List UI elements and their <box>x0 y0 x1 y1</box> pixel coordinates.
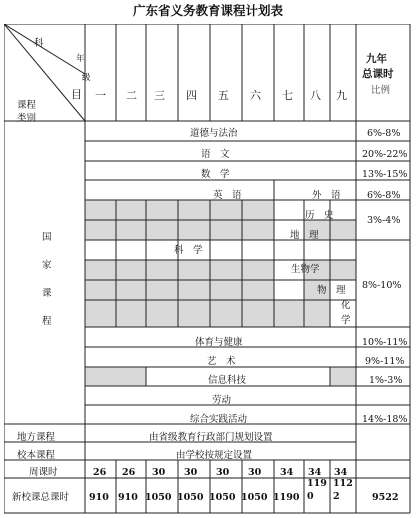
subject-yuwen: 语 文 <box>201 149 230 160</box>
grade-header-2: 二 <box>126 89 137 102</box>
subject-waiyu: 外 语 <box>312 190 341 201</box>
header-subject-label: 科 <box>34 38 44 49</box>
annual-g4: 1050 <box>177 492 204 503</box>
subject-dili: 地 理 <box>290 230 319 241</box>
ratio-laodong-group: 14%-18% <box>362 414 408 425</box>
subject-wuli: 物 理 <box>317 285 346 296</box>
subject-xinxi: 信息科技 <box>208 375 247 386</box>
curriculum-table <box>4 24 412 518</box>
category-national-2: 家 <box>42 260 52 271</box>
ratio-shehui: 3%-4% <box>367 215 401 226</box>
shaded-cell <box>85 280 274 300</box>
shaded-cell <box>85 300 330 327</box>
weekly-g1: 26 <box>93 467 107 478</box>
school-label: 校本课程 <box>17 450 56 461</box>
header-grade-label-1: 年 <box>76 54 85 64</box>
grade-header-5: 五 <box>218 89 229 102</box>
subject-zonghe: 综合实践活动 <box>190 414 248 425</box>
annual-total: 9522 <box>372 492 399 503</box>
shaded-cell <box>330 367 356 386</box>
annual-g2: 910 <box>118 492 138 503</box>
grade-header-8: 八 <box>310 89 321 102</box>
weekly-g2: 26 <box>122 467 136 478</box>
grade-header-1: 一 <box>95 89 106 102</box>
subject-kexue: 科 学 <box>174 245 203 256</box>
shaded-cell <box>85 200 210 220</box>
subject-laodong: 劳动 <box>212 395 232 406</box>
local-label: 地方课程 <box>17 432 56 443</box>
weekly-g4: 30 <box>184 467 198 478</box>
annual-g6: 1050 <box>241 492 268 503</box>
shaded-cell <box>85 220 274 240</box>
weekly-g5: 30 <box>216 467 230 478</box>
header-grade-label-2: 级 <box>82 73 91 83</box>
weekly-g3: 30 <box>152 467 166 478</box>
subject-daode: 道德与法治 <box>190 128 238 139</box>
header-category-label-2: 类别 <box>17 113 37 124</box>
subject-yingyu: 英 语 <box>213 190 242 201</box>
grade-header-9: 九 <box>336 89 347 102</box>
header-diagonal <box>4 24 85 74</box>
annual-g9: 1122 <box>333 478 353 502</box>
ratio-yingyu: 6%-8% <box>367 190 401 201</box>
weekly-g8: 34 <box>308 467 322 478</box>
ratio-daode: 6%-8% <box>367 128 401 139</box>
subject-yishu: 艺 术 <box>207 356 236 367</box>
annual-g1: 910 <box>89 492 109 503</box>
category-national-4: 程 <box>42 316 52 327</box>
ratio-yishu: 9%-11% <box>365 356 405 367</box>
annual-g3: 1050 <box>145 492 172 503</box>
annual-label: 新校课总课时 <box>12 492 70 503</box>
header-mu-label: 目 <box>71 88 82 101</box>
grade-header-4: 四 <box>186 89 197 102</box>
weekly-g7: 34 <box>280 467 294 478</box>
ratio-xinxi: 1%-3% <box>369 375 403 386</box>
ratio-yuwen: 20%-22% <box>362 149 408 160</box>
subject-huaxue-2: 学 <box>341 315 351 326</box>
category-national-1: 国 <box>42 232 52 243</box>
header-category-label-1: 课程 <box>17 100 37 111</box>
subject-lishi: 历 史 <box>305 210 334 221</box>
category-national-3: 课 <box>42 288 52 299</box>
annual-g5: 1050 <box>209 492 236 503</box>
total-header-3: 比例 <box>371 85 391 96</box>
shaded-cell <box>85 367 146 386</box>
subject-shuxue: 数 学 <box>201 169 230 180</box>
annual-g7: 1190 <box>273 492 300 503</box>
grade-header-7: 七 <box>282 89 293 102</box>
ratio-kexue: 8%-10% <box>362 280 402 291</box>
total-header-2: 总课时 <box>362 68 394 80</box>
local-content: 由省级教育行政部门规划设置 <box>149 432 273 443</box>
ratio-tiyu: 10%-11% <box>362 337 408 348</box>
subject-huaxue-1: 化 <box>341 300 351 311</box>
total-header-1: 九年 <box>366 53 387 65</box>
annual-g8: 1190 <box>307 478 327 502</box>
grade-header-6: 六 <box>250 89 261 102</box>
shaded-cell <box>85 260 274 280</box>
subject-tiyu: 体育与健康 <box>195 337 243 348</box>
page-title: 广东省义务教育课程计划表 <box>132 3 283 18</box>
weekly-g9: 34 <box>334 467 348 478</box>
grade-header-3: 三 <box>154 89 165 102</box>
subject-shengwu: 生物学 <box>291 264 320 275</box>
school-content: 由学校按规定设置 <box>176 450 253 461</box>
ratio-shuxue: 13%-15% <box>362 169 408 180</box>
weekly-g6: 30 <box>248 467 262 478</box>
weekly-label: 周课时 <box>29 467 58 478</box>
